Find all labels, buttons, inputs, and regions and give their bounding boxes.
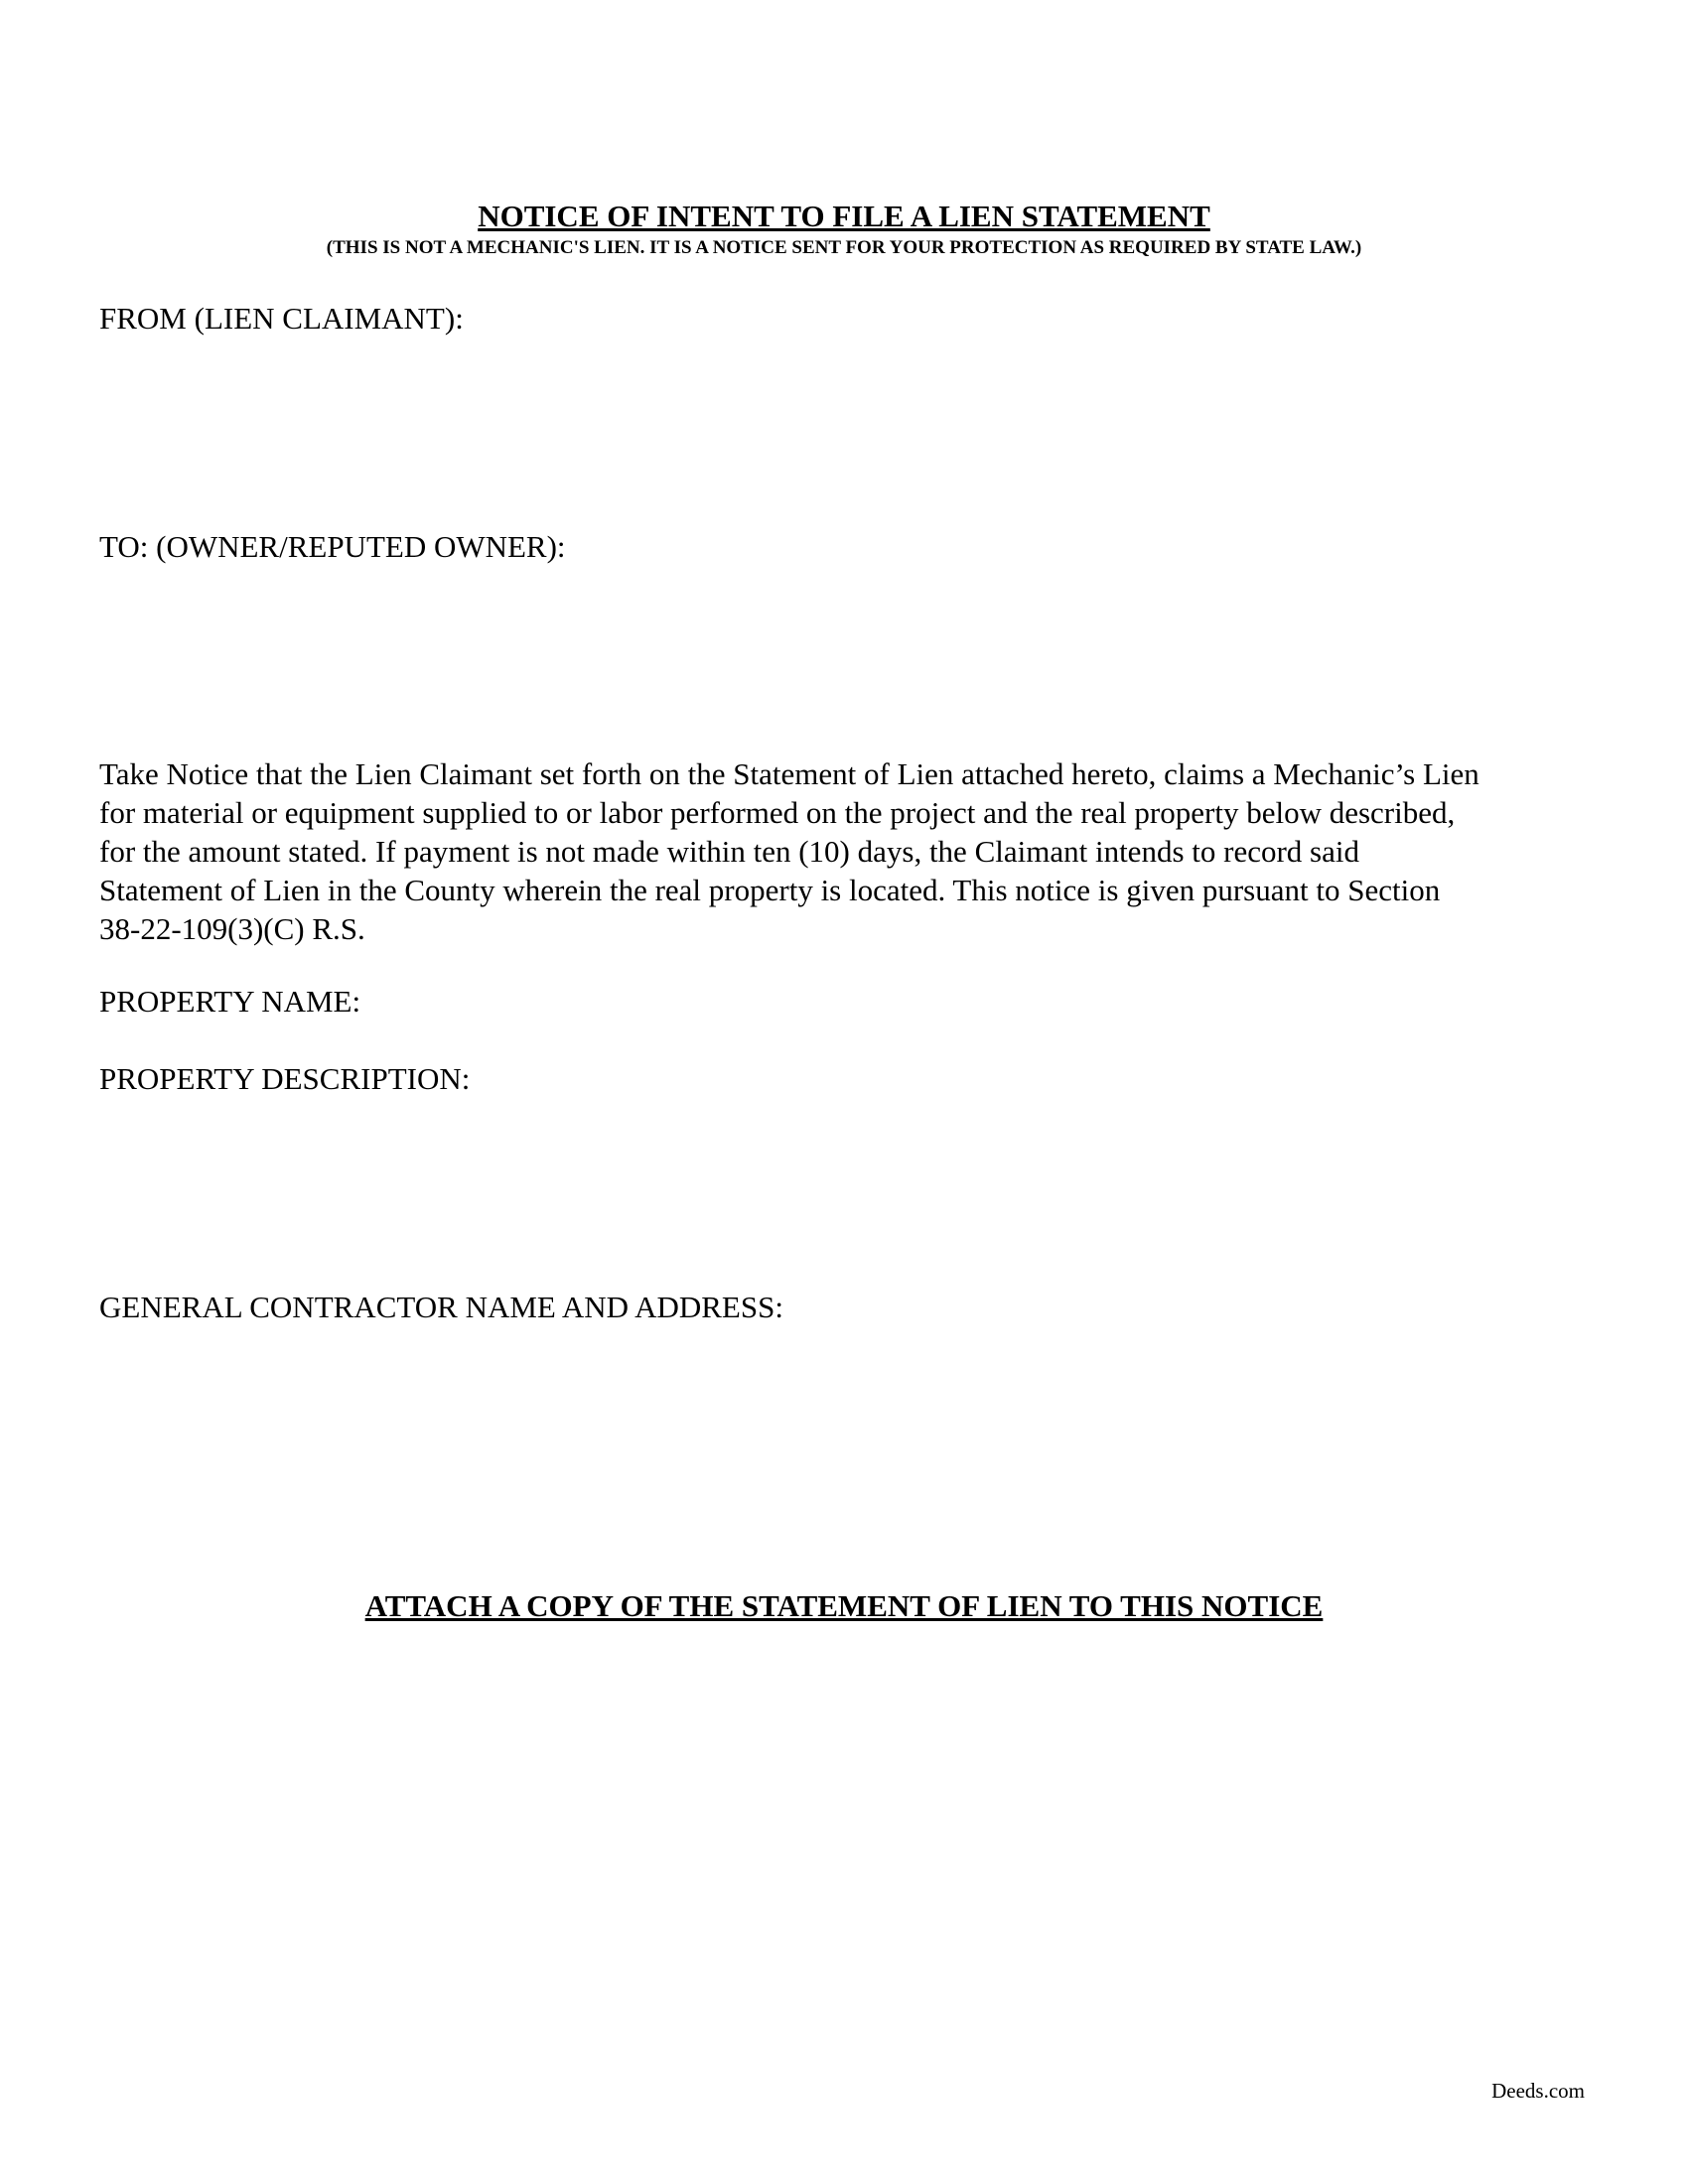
notice-line: Statement of Lien in the County wherein the real property is located. This notice is given pursuant to Section <box>99 873 1441 907</box>
property-name-label: PROPERTY NAME: <box>99 984 361 1019</box>
footer-source: Deeds.com <box>1491 2079 1585 2103</box>
notice-line: for material or equipment supplied to or labor performed on the project and the real property below described, <box>99 795 1456 830</box>
notice-line: Take Notice that the Lien Claimant set forth on the Statement of Lien attached hereto, claims a Mechanic’s Lien <box>99 756 1479 791</box>
general-contractor-label: GENERAL CONTRACTOR NAME AND ADDRESS: <box>99 1290 783 1324</box>
attach-instruction: ATTACH A COPY OF THE STATEMENT OF LIEN TO THIS NOTICE <box>364 1588 1324 1623</box>
property-description-label: PROPERTY DESCRIPTION: <box>99 1061 471 1096</box>
from-lien-claimant-label: FROM (LIEN CLAIMANT): <box>99 301 464 336</box>
document-subtitle: (THIS IS NOT A MECHANIC'S LIEN. IT IS A NOTICE SENT FOR YOUR PROTECTION AS REQUIRED BY STATE LAW.) <box>326 237 1362 258</box>
document-title: NOTICE OF INTENT TO FILE A LIEN STATEMENT <box>478 199 1210 233</box>
notice-line: 38-22-109(3)(C) R.S. <box>99 911 365 946</box>
notice-line: for the amount stated. If payment is not made within ten (10) days, the Claimant intends to record said <box>99 834 1359 869</box>
to-owner-label: TO: (OWNER/REPUTED OWNER): <box>99 529 566 564</box>
notice-paragraph <box>99 754 1589 948</box>
